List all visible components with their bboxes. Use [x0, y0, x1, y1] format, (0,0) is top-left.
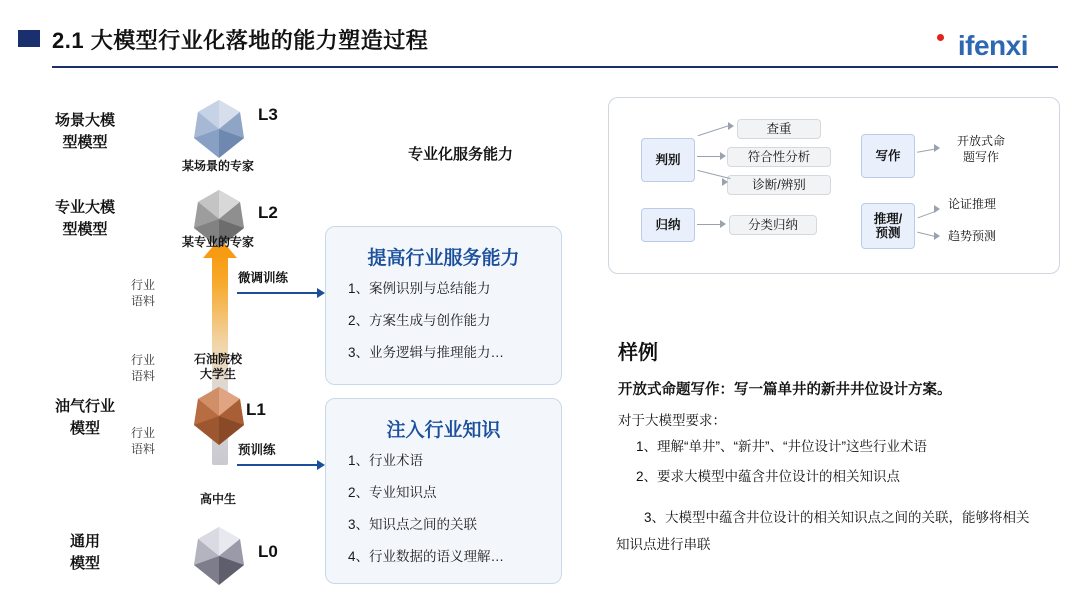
model-caption-l3: 某场景的专家: [181, 159, 254, 173]
sample-subheading: 对于大模型要求：: [618, 413, 726, 428]
card-improve-service-item-2: 2、方案生成与创作能力: [348, 313, 491, 328]
diagram-arrow-reason-1-icon: [934, 205, 940, 213]
header-accent-bar: [18, 30, 40, 47]
arrow-head-pretrain-icon: [317, 460, 325, 470]
model-icon-l3: [188, 98, 244, 154]
arrow-head-finetune-icon: [317, 288, 325, 298]
header-divider: [52, 66, 1058, 68]
diagram-node-compliance: 符合性分析: [727, 147, 831, 167]
diagram-line-judge-1: [698, 125, 731, 136]
level-label-l3: L3: [258, 105, 278, 124]
corpus-label-3: 行业 语料: [130, 426, 155, 456]
arrow-line-finetune: [237, 292, 319, 294]
logo-dot-icon: [937, 34, 944, 41]
diagram-node-open-writing: 开放式命 题写作: [956, 134, 1005, 164]
diagram-node-trend: 趋势预测: [947, 229, 996, 243]
sample-line-3: 3、大模型中蕴含井位设计的相关知识点之间的关联，能够将相关: [644, 510, 1030, 525]
diagram-arrow-judge-1-icon: [728, 122, 734, 130]
model-icon-l1: [188, 385, 244, 441]
sample-lead: 开放式命题写作：写一篇单井的新井井位设计方案。: [618, 382, 952, 398]
diagram-node-chachong: 查重: [737, 119, 821, 139]
tier-label-l2: 专业大模 型模型: [54, 199, 115, 238]
diagram-arrow-judge-2-icon: [720, 152, 726, 160]
card-improve-service: [325, 226, 562, 385]
model-caption-l2: 某专业的专家: [181, 235, 254, 249]
sample-line-1: 1、理解“单井”、“新井”、“井位设计”这些行业术语: [636, 439, 927, 454]
card-inject-knowledge-item-1: 1、行业术语: [348, 453, 424, 468]
page-header: [0, 0, 1080, 75]
level-label-l0: L0: [258, 542, 278, 561]
card-inject-knowledge-title: 注入行业知识: [386, 420, 501, 441]
model-icon-l0: [188, 525, 244, 581]
tier-label-l3: 场景大模 型模型: [54, 112, 115, 151]
tier-label-l0: 通用 模型: [69, 533, 100, 572]
sample-line-2: 2、要求大模型中蕴含井位设计的相关知识点: [636, 469, 901, 484]
capability-diagram: [608, 97, 1060, 274]
diagram-arrow-judge-3-icon: [722, 178, 728, 186]
card-improve-service-item-1: 1、案例识别与总结能力: [348, 281, 491, 296]
model-caption-l0: 高中生: [199, 492, 236, 506]
diagram-node-reason: 推理/ 预测: [861, 203, 915, 249]
card-improve-service-title: 提高行业服务能力: [367, 248, 520, 269]
card-improve-service-item-3: 3、业务逻辑与推理能力…: [348, 345, 505, 360]
service-capability-label: 专业化服务能力: [408, 146, 514, 163]
model-caption-l1: 石油院校 大学生: [193, 352, 242, 381]
diagram-node-classify: 分类归纳: [729, 215, 817, 235]
sample-heading: 样例: [618, 342, 658, 364]
card-inject-knowledge-item-2: 2、专业知识点: [348, 485, 437, 500]
diagram-node-induct: 归纳: [641, 208, 695, 242]
logo-text: ifenxi: [957, 30, 1028, 61]
level-label-l1: L1: [246, 400, 266, 419]
sample-line-4: 知识点进行串联: [616, 537, 711, 552]
arrow-label-finetune: 微调训练: [238, 271, 289, 285]
page-title: 2.1 大模型行业化落地的能力塑造过程: [52, 28, 429, 53]
brand-logo: [951, 30, 1028, 62]
diagram-node-diagnose: 诊断/辨别: [727, 175, 831, 195]
arrow-line-pretrain: [237, 464, 319, 466]
corpus-label-2: 行业 语料: [130, 353, 155, 383]
card-inject-knowledge-item-3: 3、知识点之间的关联: [348, 517, 478, 532]
diagram-arrow-induct-icon: [720, 220, 726, 228]
card-inject-knowledge-item-4: 4、行业数据的语义理解…: [348, 549, 505, 564]
card-inject-knowledge: [325, 398, 562, 584]
diagram-arrow-reason-2-icon: [934, 232, 940, 240]
level-label-l2: L2: [258, 203, 278, 222]
diagram-node-argument: 论证推理: [947, 197, 996, 211]
diagram-arrow-write-icon: [934, 144, 940, 152]
corpus-label-1: 行业 语料: [130, 278, 155, 308]
diagram-node-write: 写作: [861, 134, 915, 178]
tier-label-l1: 油气行业 模型: [54, 398, 115, 437]
diagram-node-judge: 判别: [641, 138, 695, 182]
arrow-label-pretrain: 预训练: [238, 443, 276, 457]
